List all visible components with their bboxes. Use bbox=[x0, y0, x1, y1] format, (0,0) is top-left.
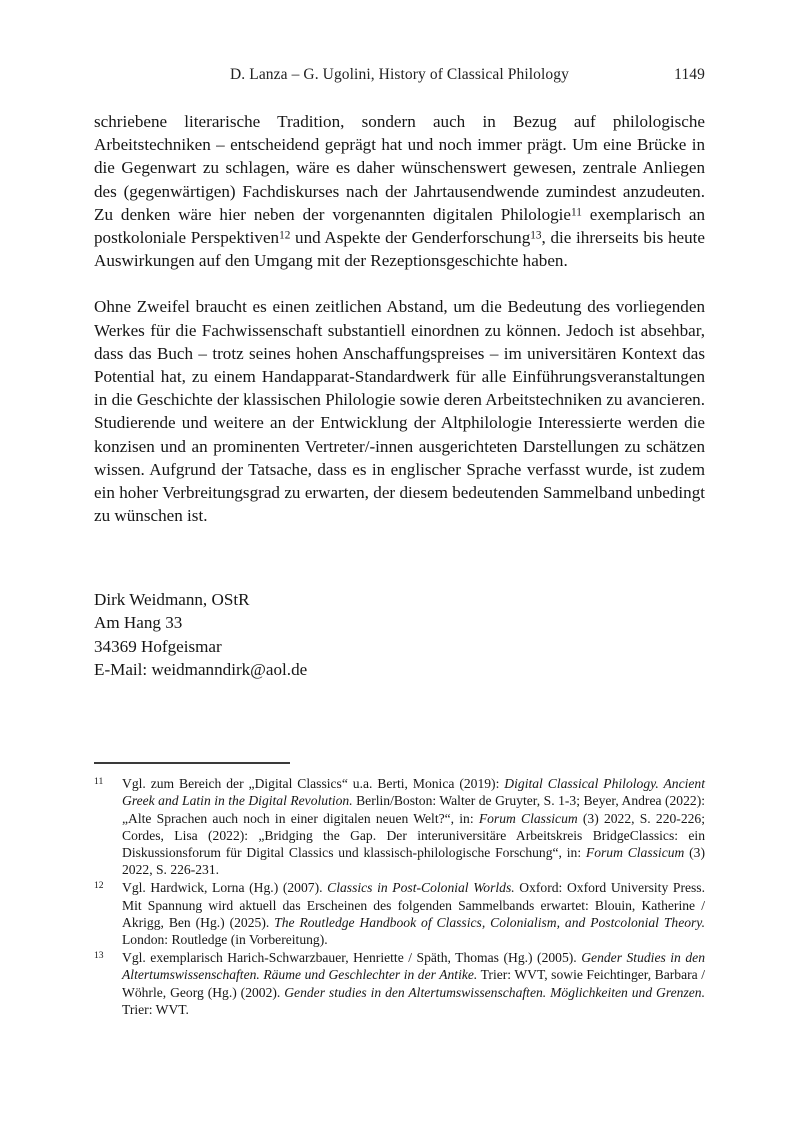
running-head-title: D. Lanza – G. Ugolini, History of Classical Philology bbox=[230, 66, 569, 83]
author-city: 34369 Hofgeismar bbox=[94, 636, 222, 656]
paragraph-1 bbox=[94, 110, 705, 272]
author-name: Dirk Weidmann, OStR bbox=[94, 590, 250, 609]
footnote-ref-12[interactable]: 12 bbox=[279, 229, 291, 242]
page-number: 1149 bbox=[674, 66, 705, 83]
paragraph-1-text-d: , die ihrerseits bis heute Auswirkungen auf den Umgang mit der Rezeptionsgeschichte haben. bbox=[94, 228, 705, 271]
footnote-number-11[interactable]: 11 bbox=[94, 776, 104, 787]
footnote-text: Vgl. exemplarisch Harich-Schwarzbauer, Henriette / Späth, Thomas (Hg.) (2005). bbox=[122, 949, 582, 965]
footnote-text: Vgl. zum Bereich der „Digital Classics“ u.a. Berti, Monica (2019): bbox=[122, 776, 505, 791]
footnote-12 bbox=[94, 879, 705, 948]
paragraph-1-text-a: schriebene literarische Tradition, sondern auch in Bezug auf philologische Arbeitstechniken – entscheidend geprägt hat und noch immer prägt. Um eine Brücke in die Gegenwart zu schlagen, wäre es daher wünschenswert gewesen, zentrale Anliegen des (gegenwärtigen) Fachdiskurses nach der Jahrtausendwende zumindest anzudeuten. Zu denken wäre hier neben der vorgenannten digitalen Philologie bbox=[94, 112, 705, 224]
footnote-text: Oxford: Oxford University Press. Mit Spannung wird aktuell das Erscheinen des folgenden Sammelbands erwartet: Blouin, Katherine / Akrigg, Ben (Hg.) (2025). bbox=[122, 880, 705, 930]
paragraph-2: Ohne Zweifel braucht es einen zeitlichen Abstand, um die Bedeutung des vorliegenden Werkes für die Fachwissenschaft substantiell einordnen zu können. Jedoch ist absehbar, dass das Buch – trotz seines hohen Anschaffungspreises – im universitären Kontext das Potential hat, zu einem Handapparat-Standardwerk für alle Einführungsveranstaltungen in die Geschichte der klassischen Philologie sowie deren Arbeitstechniken zu avancieren. Studierende und weitere an der Entwicklung der Altphilologie Interessierte werden die konzisen und an prominenten Vertreter/-innen ausgerichteten Darstellungen zu schätzen wissen. Aufgrund der Tatsache, dass es in englischer Sprache verfasst wurde, ist zudem ein hoher Verbreitungsgrad zu erwarten, der diesem bedeutenden Sammelband unbedingt zu wünschen ist. bbox=[94, 297, 705, 526]
footnote-text: Vgl. Hardwick, Lorna (Hg.) (2007). bbox=[122, 880, 328, 896]
footnote-text: Trier: WVT. bbox=[122, 1001, 189, 1017]
footnote-ref-13[interactable]: 13 bbox=[530, 229, 542, 242]
footnote-title-italic: Forum Classicum bbox=[478, 810, 578, 826]
author-address-block bbox=[94, 588, 705, 682]
author-street: Am Hang 33 bbox=[94, 613, 183, 633]
footnote-text: (3) 2022, S. 220-226; Cordes, Lisa (2022): „Bridging the Gap. Der interuniversitäre Arbeitskreis BridgeClassics: ein Diskussionsforum für Digital Classics und klassisch-philologische Forschung“, in: bbox=[122, 810, 705, 861]
footnote-ref-11[interactable]: 11 bbox=[571, 206, 582, 219]
body-text bbox=[94, 110, 705, 527]
footnotes bbox=[94, 775, 705, 1019]
footnote-title-italic: Classics in Post-Colonial Worlds. bbox=[327, 880, 515, 896]
footnote-title-italic: Digital Classical Philology. Ancient Greek and Latin in the Digital Revolution. bbox=[122, 776, 705, 809]
footnote-number-13[interactable]: 13 bbox=[94, 949, 104, 961]
footnote-title-italic: Gender studies in den Altertumswissenschaften. Möglichkeiten und Grenzen. bbox=[284, 984, 705, 1000]
footnote-13 bbox=[94, 949, 705, 1018]
footnote-11 bbox=[94, 775, 705, 879]
footnote-text: Berlin/Boston: Walter de Gruyter, S. 1-3; Beyer, Andrea (2022): „Alte Sprachen auch noch in einer digitalen neuen Welt?“, in: bbox=[122, 793, 705, 826]
footnote-text: London: Routledge (in Vorbereitung). bbox=[122, 932, 328, 948]
footnote-title-italic: The Routledge Handbook of Classics, Colonialism, and Postcolonial Theory. bbox=[274, 914, 705, 930]
author-email: E-Mail: weidmanndirk@aol.de bbox=[94, 660, 308, 680]
footnote-text: Trier: WVT, sowie Feichtinger, Barbara / Wöhrle, Georg (Hg.) (2002). bbox=[122, 967, 705, 1000]
footnote-number-12[interactable]: 12 bbox=[94, 880, 104, 892]
paragraph-1-text-b: exemplarisch an postkoloniale Perspektiven bbox=[94, 204, 705, 248]
footnote-separator-rule bbox=[94, 762, 290, 764]
footnote-text: (3) 2022, S. 226-231. bbox=[122, 845, 705, 878]
footnote-title-italic: Gender Studies in den Altertumswissenschaften. Räume und Geschlechter in der Antike. bbox=[122, 949, 705, 983]
paragraph-1-text-c: und Aspekte der Genderforschung bbox=[290, 228, 531, 248]
footnote-title-italic: Forum Classicum bbox=[585, 845, 685, 861]
running-head bbox=[94, 66, 705, 90]
